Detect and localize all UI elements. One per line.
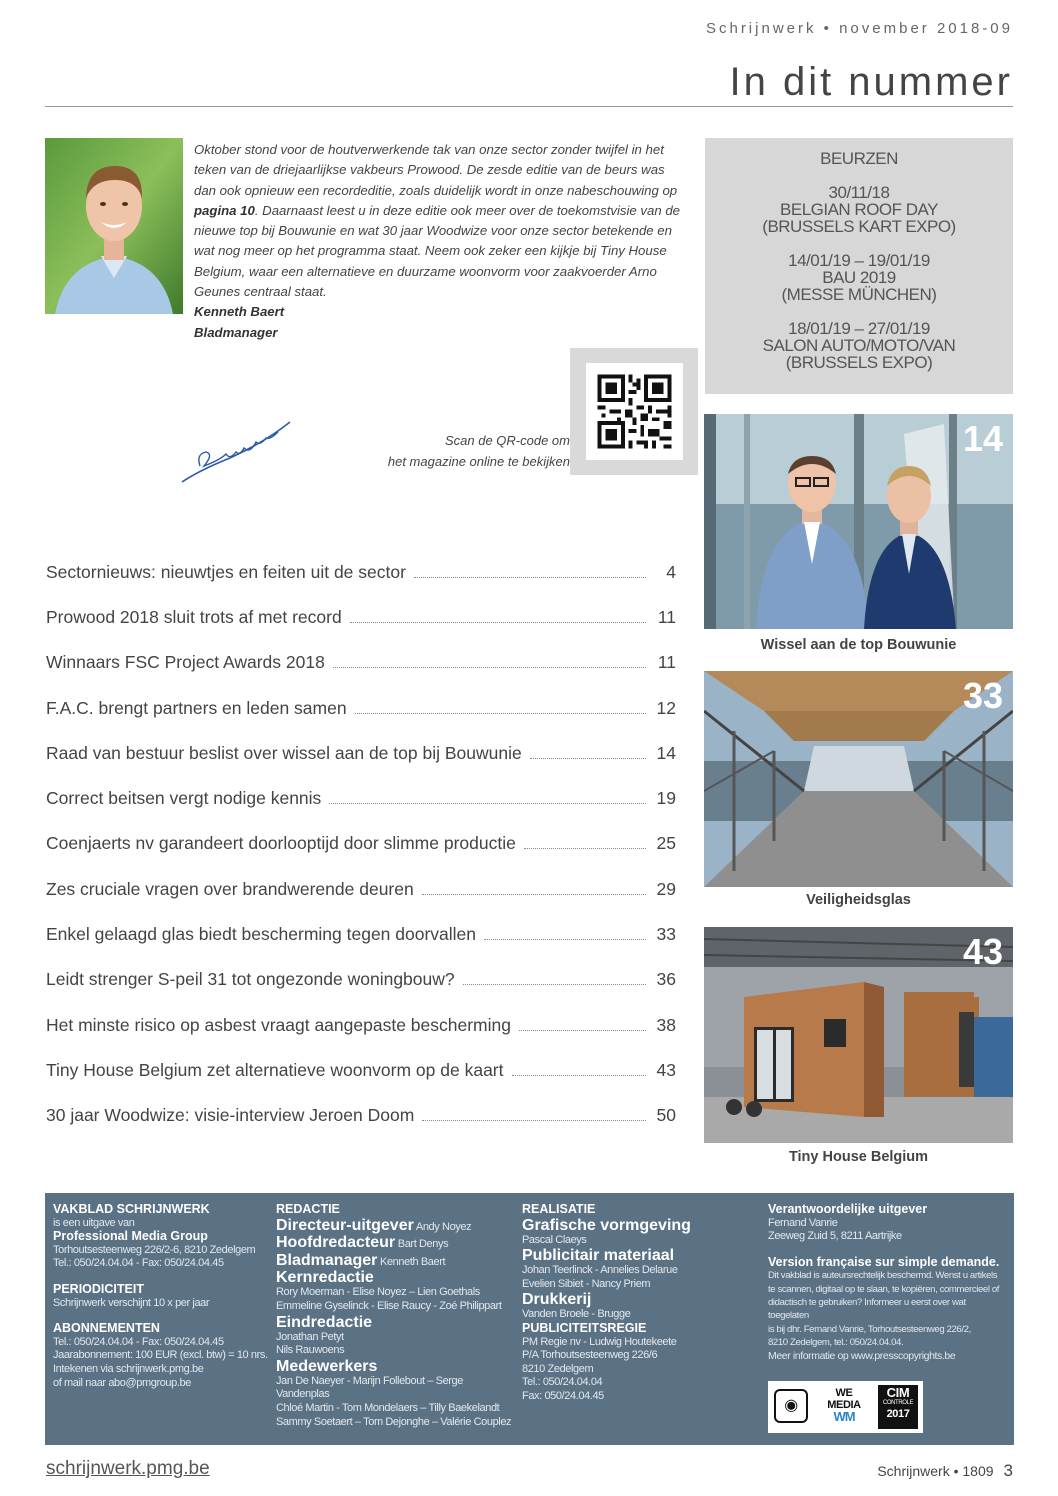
header-divider: [45, 106, 1013, 107]
regie-line: Fax: 050/24.04.45: [522, 1389, 604, 1402]
toc-title: Correct beitsen vergt nodige kennis: [46, 788, 322, 808]
role-names: Rory Moerman - Elise Noyez – Lien Goethals: [276, 1286, 480, 1299]
cim-logo-label: CONTROLE: [882, 1400, 914, 1406]
toc-leader: [463, 984, 646, 985]
toc-entry[interactable]: [46, 742, 676, 764]
copyright-line: te scannen, digitaal op te slaan, te kopiëren, commercieel of: [768, 1283, 1000, 1295]
toc-title: Raad van bestuur beslist over wissel aan de top bij Bouwunie: [46, 743, 522, 763]
regie-line: Tel.: 050/24.04.04: [522, 1376, 603, 1389]
footer-issue-label: Schrijnwerk • 1809: [877, 1463, 994, 1479]
event-name: BAU 2019: [822, 268, 896, 287]
events-heading: BEURZEN: [820, 149, 898, 168]
editorial-page-ref: pagina 10: [194, 202, 255, 218]
colophon-heading: PERIODICITEIT: [53, 1281, 144, 1296]
qr-note-line-1: Scan de QR-code om: [444, 433, 570, 448]
editorial-body-start: Oktober stond voor de houtverwerkende tak van onze sector zonder twijfel in het teken van de driejaarlijkse vakbeurs Prowood. De zesde editie van de beurs was dan ook opnieuw een recordeditie, zoals duidelijk wordt in onze nabeschouwing op: [194, 142, 678, 198]
french-version-note: Version française sur simple demande.: [768, 1254, 1000, 1269]
feature-page-number: 43: [962, 931, 1003, 972]
editorial-author-role: Bladmanager: [194, 324, 278, 340]
we-media-logo: [820, 1387, 868, 1423]
feature-caption: Wissel aan de top Bouwunie: [760, 637, 957, 653]
subscription-line: Jaarabonnement: 100 EUR (excl. btw) = 10 nrs.: [53, 1349, 268, 1362]
role-names: Evelien Sibiet - Nancy Priem: [522, 1277, 651, 1290]
toc-entry[interactable]: [46, 968, 676, 990]
event-place: (BRUSSELS KART EXPO): [762, 217, 956, 236]
toc-page: 14: [656, 743, 676, 763]
toc-leader: [422, 894, 646, 895]
event-date: 18/01/19 – 27/01/19: [788, 319, 930, 338]
toc-title: Winnaars FSC Project Awards 2018: [46, 652, 325, 672]
publisher-responsible-address: Zeeweg Zuid 5, 8211 Aartrijke: [768, 1230, 902, 1243]
qr-note: [330, 430, 570, 472]
toc-title: Sectornieuws: nieuwtjes en feiten uit de sector: [46, 562, 406, 582]
role-names: Vanden Broele - Brugge: [522, 1308, 631, 1321]
role-name: Andy Noyez: [415, 1220, 472, 1233]
role-label: Publicitair materiaal: [522, 1247, 675, 1265]
toc-page: 19: [656, 788, 676, 808]
event-date: 14/01/19 – 19/01/19: [788, 251, 930, 270]
feature-caption: Tiny House Belgium: [788, 1149, 929, 1165]
role-label: Hoofdredacteur: [276, 1234, 396, 1252]
toc-title: Tiny House Belgium zet alternatieve woonvorm op de kaart: [46, 1060, 504, 1080]
toc-entry[interactable]: [46, 1014, 676, 1036]
toc-title: Prowood 2018 sluit trots af met record: [46, 607, 342, 627]
toc-entry[interactable]: [46, 878, 676, 900]
regie-line: P/A Torhoutsesteenweg 226/6: [522, 1349, 658, 1362]
toc-page: 11: [657, 607, 676, 627]
feature-photo-veiligheidsglas[interactable]: [704, 671, 1013, 887]
toc-entry[interactable]: [46, 1104, 676, 1126]
toc-page: 29: [656, 879, 676, 899]
toc-title: 30 jaar Woodwize: visie-interview Jeroen Doom: [46, 1105, 415, 1125]
event-name: SALON AUTO/MOTO/VAN: [762, 336, 956, 355]
role-label: Grafische vormgeving: [522, 1216, 691, 1234]
event-place: (BRUSSELS EXPO): [785, 353, 933, 372]
toc-entry[interactable]: [46, 923, 676, 945]
copyright-line: is bij dhr. Fernand Vanrie, Torhoutsesteenweg 226/2,: [768, 1323, 971, 1335]
toc-leader: [329, 803, 646, 804]
publisher-responsible: Fernand Vanrie: [768, 1216, 838, 1229]
toc-leader: [422, 1120, 646, 1121]
colophon: [45, 1193, 1014, 1445]
toc-leader: [484, 939, 646, 940]
footer-issue: [877, 1461, 1013, 1481]
toc-title: F.A.C. brengt partners en leden samen: [46, 698, 347, 718]
qr-note-line-2: het magazine online te bekijken: [387, 454, 570, 469]
colophon-heading: PUBLICITEITSREGIE: [522, 1320, 647, 1335]
events-box: [705, 138, 1013, 394]
press-copyrights-icon: ◉: [774, 1389, 808, 1423]
copyright-line: didactisch te gebruiken? Informeer u eerst over wat toegelaten: [768, 1296, 966, 1322]
toc-entry[interactable]: [46, 787, 676, 809]
role-name: Kenneth Baert: [380, 1255, 446, 1268]
cim-logo-year: 2017: [886, 1408, 910, 1420]
editor-portrait: [45, 138, 183, 314]
publisher-phone: Tel.: 050/24.04.04 - Fax: 050/24.04.45: [53, 1257, 224, 1270]
we-media-logo-line2: MEDIA: [827, 1399, 861, 1411]
colophon-production: [522, 1203, 752, 1404]
toc-page: 50: [656, 1105, 676, 1125]
page-title: In dit nummer: [729, 60, 1013, 104]
footer-website-link[interactable]: schrijnwerk.pmg.be: [46, 1458, 210, 1479]
toc-leader: [524, 848, 646, 849]
cim-logo: [878, 1385, 918, 1429]
toc-page: 33: [656, 924, 676, 944]
role-label: Bladmanager: [276, 1251, 378, 1269]
colophon-heading: REDACTIE: [276, 1202, 340, 1216]
subscription-line: Tel.: 050/24.04.04 - Fax: 050/24.04.45: [53, 1335, 224, 1348]
role-names: Johan Teerlinck - Annelies Delarue: [522, 1264, 678, 1277]
toc-title: Zes cruciale vragen over brandwerende deuren: [46, 879, 414, 899]
toc-leader: [355, 713, 646, 714]
colophon-heading: Verantwoordelijke uitgever: [768, 1202, 928, 1216]
toc-entry[interactable]: [46, 832, 676, 854]
toc-leader: [414, 577, 646, 578]
role-names: Emmeline Gyselinck - Elise Raucy - Zoé Philippart: [276, 1299, 502, 1312]
qr-code[interactable]: [586, 363, 683, 460]
role-names: Pascal Claeys: [522, 1233, 587, 1246]
role-names: Jan De Naeyer - Marijn Follebout – Serge Vandenplas: [276, 1374, 463, 1401]
colophon-heading: REALISATIE: [522, 1202, 596, 1216]
copyright-line: Meer informatie op www.presscopyrights.be: [768, 1350, 956, 1363]
toc-leader: [512, 1075, 647, 1076]
toc-entry[interactable]: [46, 651, 676, 673]
subscription-line: Intekenen via schrijnwerk.pmg.be: [53, 1362, 204, 1375]
toc-entry[interactable]: [46, 1059, 676, 1081]
regie-line: PM Regie nv - Ludwig Houtekeete: [522, 1335, 677, 1348]
toc-title: Enkel gelaagd glas biedt bescherming tegen doorvallen: [46, 924, 477, 944]
toc-title: Coenjaerts nv garandeert doorlooptijd door slimme productie: [46, 833, 516, 853]
role-label: Directeur-uitgever: [276, 1216, 414, 1234]
event-place: (MESSE MÜNCHEN): [781, 285, 937, 304]
colophon-publisher: [53, 1203, 268, 1390]
colophon-heading: ABONNEMENTEN: [53, 1321, 160, 1336]
role-names: Jonathan Petyt: [276, 1330, 344, 1343]
toc-entry[interactable]: [46, 697, 676, 719]
colophon-editorial: [276, 1203, 514, 1429]
role-label: Kernredactie: [276, 1269, 374, 1287]
feature-page-number: 33: [962, 675, 1003, 716]
we-media-mark: WM: [833, 1409, 855, 1424]
colophon-legal: [768, 1202, 1008, 1424]
toc-entry[interactable]: [46, 561, 676, 583]
publisher-name: Professional Media Group: [53, 1229, 208, 1244]
event-date: 30/11/18: [828, 183, 890, 202]
toc-page: 43: [656, 1060, 676, 1080]
toc-title: Leidt strenger S-peil 31 tot ongezonde woningbouw?: [46, 969, 455, 989]
colophon-line: is een uitgave van: [53, 1216, 135, 1229]
toc-page: 12: [656, 698, 676, 718]
feature-caption: Veiligheidsglas: [806, 892, 911, 908]
toc-leader: [519, 1030, 646, 1031]
footer-page-number: 3: [1003, 1461, 1013, 1480]
toc-leader: [333, 667, 646, 668]
feature-photo-bouwunie[interactable]: [704, 414, 1013, 629]
toc-entry[interactable]: [46, 606, 676, 628]
role-name: Bart Denys: [397, 1238, 449, 1251]
cim-logo-name: CIM: [886, 1385, 910, 1400]
regie-line: 8210 Zedelgem: [522, 1362, 594, 1375]
logos-strip: [768, 1381, 923, 1433]
role-label: Drukkerij: [522, 1291, 592, 1309]
toc-page: 4: [666, 562, 676, 582]
toc-page: 11: [657, 652, 676, 672]
toc-page: 38: [656, 1015, 676, 1035]
feature-page-number: 14: [962, 418, 1003, 459]
copyright-line: Dit vakblad is auteursrechtelijk beschermd. Wenst u artikels: [768, 1270, 998, 1282]
colophon-heading: VAKBLAD SCHRIJNWERK: [53, 1202, 210, 1216]
role-label: Eindredactie: [276, 1313, 373, 1331]
we-media-logo-line1: WE: [835, 1387, 853, 1399]
role-label: Medewerkers: [276, 1357, 378, 1375]
header-meta: Schrijnwerk • november 2018-09: [705, 20, 1013, 37]
role-names: Sammy Soetaert – Tom Dejonghe – Valérie Couplez: [276, 1415, 512, 1428]
role-names: Nils Rauwoens: [276, 1344, 345, 1357]
toc-page: 36: [656, 969, 676, 989]
toc-leader: [350, 622, 646, 623]
editorial-author: Kenneth Baert: [194, 304, 285, 320]
periodicity-text: Schrijnwerk verschijnt 10 x per jaar: [53, 1296, 210, 1309]
subscription-line: of mail naar abo@pmgroup.be: [53, 1376, 191, 1389]
publisher-address: Torhoutsesteenweg 226/2-6, 8210 Zedelgem: [53, 1243, 256, 1256]
copyright-line: 8210 Zedelgem, tel.: 050/24.04.04.: [768, 1336, 904, 1348]
toc-leader: [530, 758, 646, 759]
editorial-body-end: . Daarnaast leest u in deze editie ook meer over de toekomstvisie van de nieuwe top bij Bouwunie en wat 30 jaar Woodwize voor onze sector betekende en wat nog meer op het programma staat. Neem ook zeker een kijkje bij Tiny House Belgium, waar een alternatieve en duurzame woonvorm voor zaakvoerder Arno Geunes centraal staat.: [194, 202, 681, 300]
feature-photo-tiny-house[interactable]: [704, 927, 1013, 1143]
toc-title: Het minste risico op asbest vraagt aangepaste bescherming: [46, 1015, 511, 1035]
toc-page: 25: [656, 833, 676, 853]
role-names: Chloé Martin - Tom Mondelaers – Tilly Baekelandt: [276, 1401, 500, 1414]
editor-signature: [170, 410, 300, 490]
editorial-text: [194, 140, 684, 343]
event-name: BELGIAN ROOF DAY: [780, 200, 938, 219]
